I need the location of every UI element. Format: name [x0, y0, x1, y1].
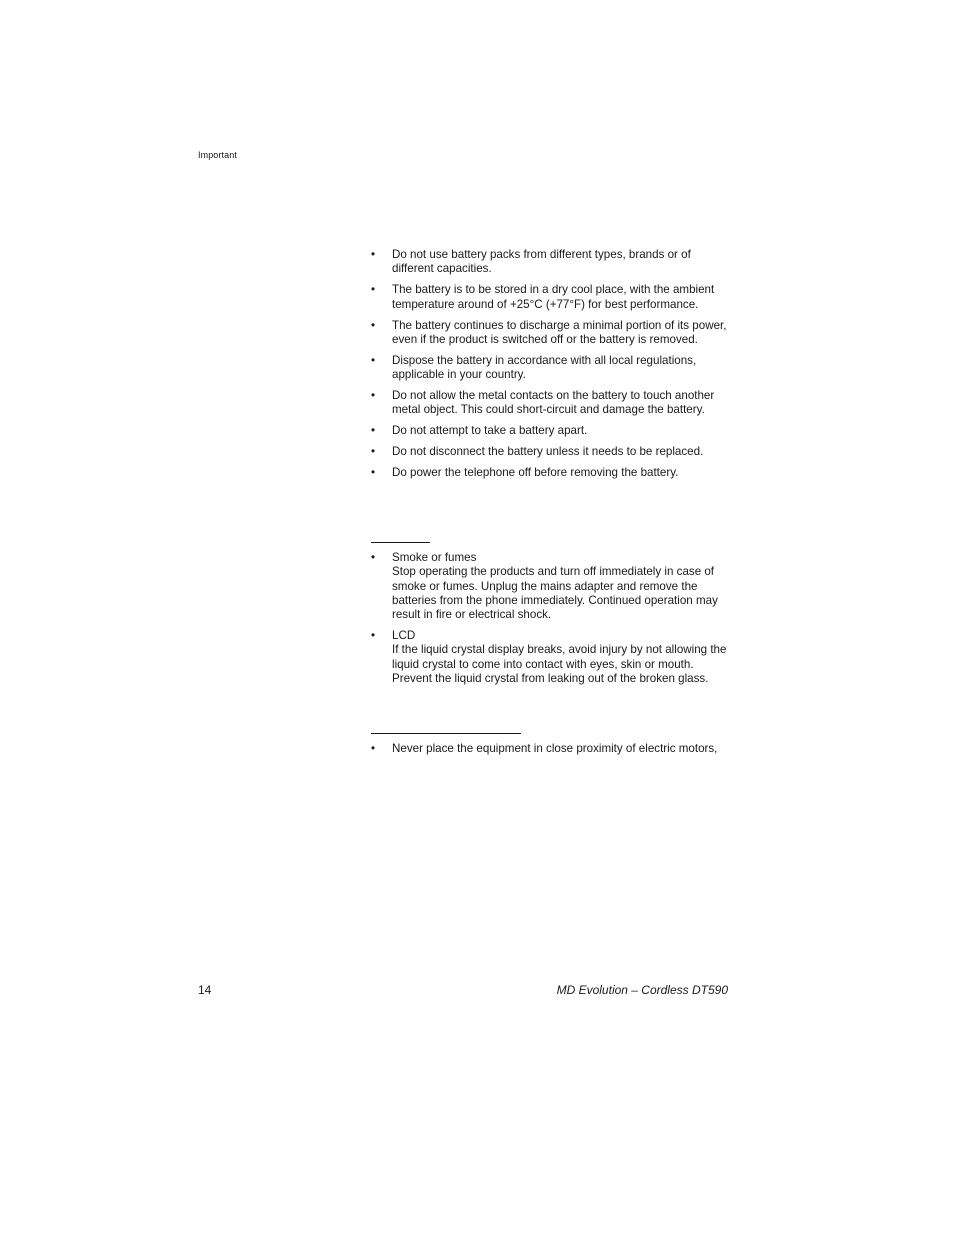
placement-list: [371, 742, 733, 756]
bullet-icon: •: [371, 424, 376, 438]
bullet-icon: •: [371, 283, 376, 297]
battery-list: [371, 248, 733, 481]
list-item: [371, 354, 733, 383]
list-item: [371, 424, 733, 438]
warning-section: [371, 551, 733, 693]
list-item-text: The battery continues to discharge a minimal portion of its power, even if the product is switched off or the battery is removed.: [392, 318, 727, 346]
list-item-text: Never place the equipment in close proximity of electric motors,: [392, 742, 718, 755]
list-item: [371, 742, 733, 756]
list-item: [371, 551, 733, 622]
bullet-icon: •: [371, 551, 376, 564]
list-item: [371, 445, 733, 459]
list-item-text: Do not disconnect the battery unless it needs to be replaced.: [392, 445, 704, 459]
document-title: MD Evolution – Cordless DT590: [556, 983, 728, 997]
bullet-icon: •: [371, 742, 376, 755]
placement-section: [371, 742, 733, 763]
list-item-text: If the liquid crystal display breaks, avoid injury by not allowing the liquid crystal to come into contact with eyes, skin or mouth. Prevent the liquid crystal from leaking out of the broken glass.: [392, 643, 727, 686]
bullet-icon: •: [371, 248, 376, 261]
battery-precautions: [371, 248, 733, 487]
list-item: [371, 283, 733, 312]
list-item-text: Do not allow the metal contacts on the battery to touch another metal object. This could short-circuit and damage the battery.: [392, 389, 715, 417]
bullet-icon: •: [371, 629, 376, 643]
bullet-icon: •: [371, 445, 376, 459]
list-item: [371, 248, 733, 277]
bullet-icon: •: [371, 318, 376, 332]
list-item-text: Do power the telephone off before removing the battery.: [392, 466, 679, 480]
list-item-title: Smoke or fumes: [392, 551, 477, 564]
list-item-text: Dispose the battery in accordance with all local regulations, applicable in your country.: [392, 353, 697, 382]
list-item: [371, 466, 733, 480]
page-number: 14: [198, 983, 212, 997]
list-item: [371, 319, 733, 348]
bullet-icon: •: [371, 353, 376, 367]
list-item-text: Do not attempt to take a battery apart.: [392, 424, 588, 438]
bullet-icon: •: [371, 389, 376, 403]
list-item-title: LCD: [392, 629, 416, 643]
section-divider: [371, 733, 521, 734]
list-item-text: Do not use battery packs from different types, brands or of different capacities.: [392, 248, 691, 276]
list-item-text: The battery is to be stored in a dry cool place, with the ambient temperature around of +25°C (+77°F) for best performance.: [392, 283, 715, 311]
bullet-icon: •: [371, 466, 376, 480]
list-item-text: Stop operating the products and turn off immediately in case of smoke or fumes. Unplug the mains adapter and remove the batteries from the phone immediately. Continued operation may result in fire or electrical shock.: [392, 565, 718, 622]
list-item: [371, 629, 733, 686]
section-divider: [371, 542, 430, 543]
warning-list: [371, 551, 733, 686]
section-label: Important: [198, 150, 237, 160]
list-item: [371, 389, 733, 418]
